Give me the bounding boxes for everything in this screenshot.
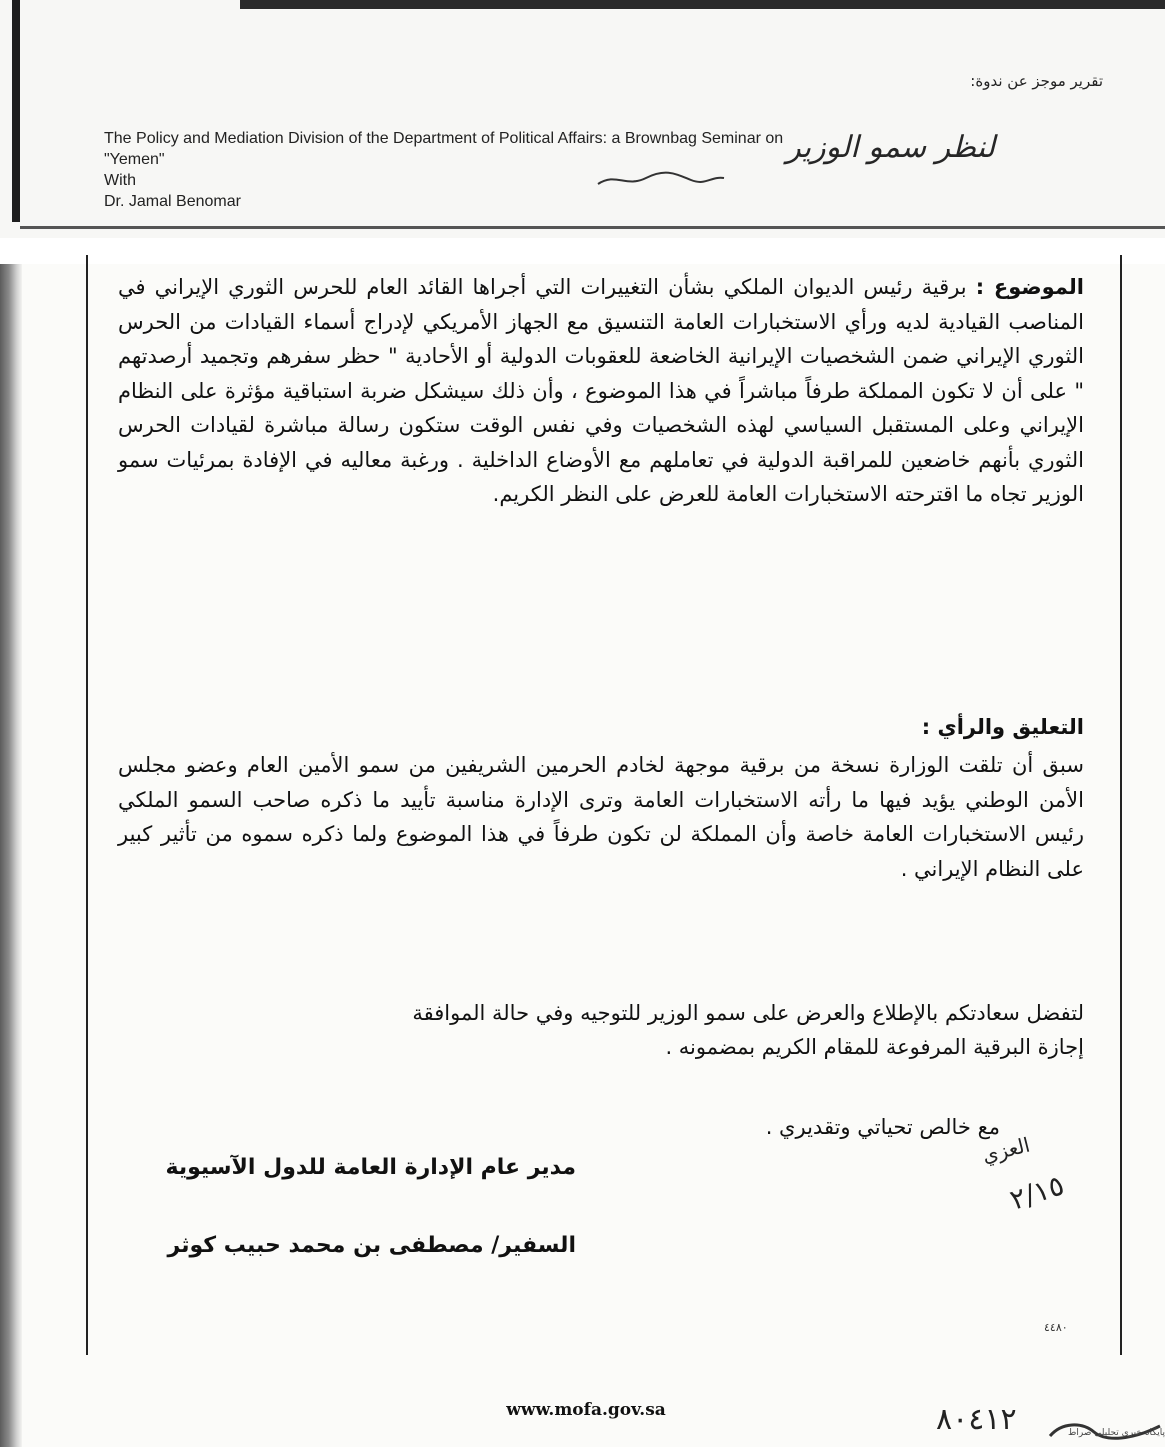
request-line: لتفضل سعادتكم بالإطلاع والعرض على سمو الوزير للتوجيه وفي حالة الموافقة: [412, 1001, 1084, 1025]
report-cover-slip: [0, 0, 1165, 238]
scan-edge-left: [12, 0, 20, 222]
signatory-name: السفير/ مصطفى بن محمد حبيب كوثر: [167, 1233, 576, 1258]
seminar-line: Dr. Jamal Benomar: [104, 193, 241, 210]
scan-shadow: [0, 264, 22, 1447]
handwritten-date: ٢/١٥: [1005, 1168, 1069, 1217]
seminar-line: The Policy and Mediation Division of the Department of Political Affairs: a Brownbag Seminar on: [104, 130, 784, 147]
small-reference: ٤٤٨٠: [1044, 1321, 1068, 1334]
scan-edge-bottom: [20, 226, 1165, 229]
handwritten-stroke: [596, 164, 726, 190]
request-paragraph: [118, 996, 1084, 1064]
watermark-text: پایگاه خبری تحلیلی صراط: [1068, 1428, 1165, 1438]
footer-website: www.mofa.gov.sa: [506, 1400, 666, 1420]
comment-heading: التعليق والرأي :: [921, 715, 1084, 739]
document-number: ٨٠٤١٢: [936, 1402, 1017, 1437]
scan-edge-top: [240, 0, 1165, 9]
subject-text: برقية رئيس الديوان الملكي بشأن التغييرات التي أجراها القائد العام للحرس الثوري الإيراني في المناصب القيادية لديه ورأي الاستخبارات العامة التنسيق مع الجهاز الأمريكي لإدراج أسماء القيادات من الحرس الثوري الإيراني ضمن الشخصيات الإيرانية الخاضعة للعقوبات الدولية أو الأحادية " حظر سفرهم وتجميد أرصدتهم " على أن لا تكون المملكة طرفاً مباشراً في هذا الموضوع ، وأن ذلك سيشكل ضربة استباقية مؤثرة على النظام الإيراني وعلى المستقبل السياسي لهذه الشخصيات وفي نفس الوقت ستكون رسالة مباشرة لقيادات الحرس الثوري بأنهم خاضعين للمراقبة الدولية في تعاملهم مع الأوضاع الداخلية . ورغبة معاليه في الإفادة بمرئيات سمو الوزير تجاه ما اقترحته الاستخبارات العامة للعرض على النظر الكريم.: [118, 275, 1084, 506]
handwritten-note: لنظر سمو الوزير: [786, 130, 995, 165]
handwritten-initials: العزي: [979, 1132, 1033, 1168]
subject-label: الموضوع :: [975, 275, 1084, 299]
comment-paragraph: سبق أن تلقت الوزارة نسخة من برقية موجهة لخادم الحرمين الشريفين من سمو الأمين العام وعضو مجلس الأمن الوطني يؤيد فيها ما رأته الاستخبارات العامة وترى الإدارة مناسبة تأييد ما ذكره صاحب السمو الملكي رئيس الاستخبارات العامة خاصة وأن المملكة لن تكون طرفاً في هذا الموضوع ولما ذكره سموه من تأثير كبير على النظام الإيراني .: [118, 753, 1084, 881]
signatory-title: مدير عام الإدارة العامة للدول الآسيوية: [165, 1155, 576, 1180]
request-line: إجازة البرقية المرفوعة للمقام الكريم بمضمونه .: [665, 1035, 1084, 1059]
closing-line: مع خالص تحياتي وتقديري .: [765, 1115, 1000, 1139]
seminar-line: With: [104, 172, 136, 189]
brief-report-label: تقرير موجز عن ندوة:: [970, 72, 1103, 90]
subject-paragraph: [118, 270, 1084, 512]
seminar-line: "Yemen": [104, 151, 165, 168]
